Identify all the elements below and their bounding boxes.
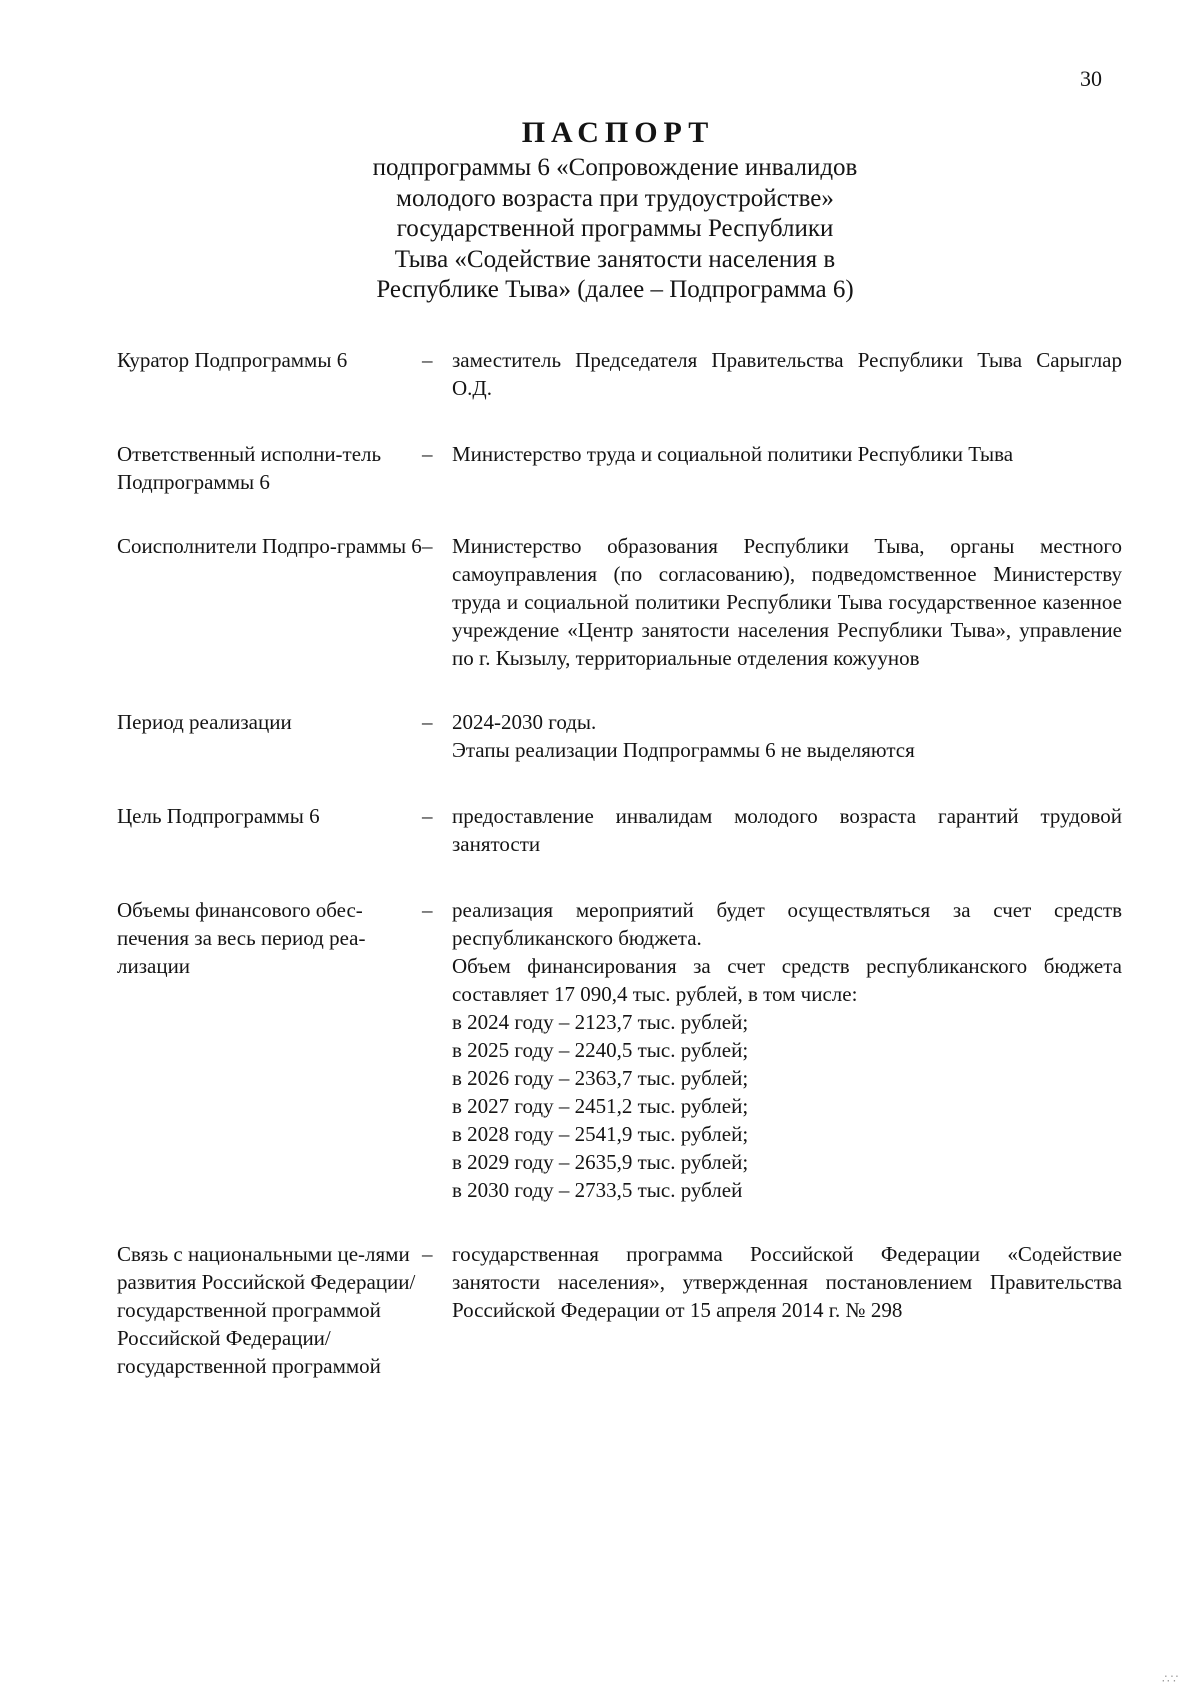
content-paragraph: реализация мероприятий будет осуществляться за счет средств республиканского бюджета. [452, 898, 1122, 950]
content-paragraph: Министерство образования Республики Тыва, органы местного самоуправления (по согласованию), подведомственное Министерству труда и социальной политики Республики Тыва государственное казенное учреждение «Центр занятости населения Республики Тыва», управление по г. Кызылу, территориальные отделения кожуунов [452, 534, 1122, 670]
financing-year-line: в 2030 году – 2733,5 тыс. рублей [452, 1178, 743, 1202]
row-dash: – [422, 442, 433, 466]
row-content [452, 896, 1122, 1204]
content-paragraph: Объем финансирования за счет средств республиканского бюджета составляет 17 090,4 тыс. рублей, в том числе: [452, 954, 1122, 1006]
subtitle-line: Тыва «Содействие занятости населения в [394, 245, 836, 273]
row-responsible-executor [117, 440, 1122, 496]
row-content [452, 708, 1122, 764]
row-implementation-period [117, 708, 1122, 764]
content-paragraph: заместитель Председателя Правительства Республики Тыва Сарыглар О.Д. [452, 348, 1122, 400]
row-dash: – [422, 898, 433, 922]
content-paragraph: Этапы реализации Подпрограммы 6 не выделяются [452, 738, 915, 762]
financing-year-line: в 2024 году – 2123,7 тыс. рублей; [452, 1010, 749, 1034]
content-paragraph: предоставление инвалидам молодого возраста гарантий трудовой занятости [452, 804, 1122, 856]
row-content [452, 1240, 1122, 1324]
content-paragraph: государственная программа Российской Федерации «Содействие занятости населения», утвержденная постановлением Правительства Российской Федерации от 15 апреля 2014 г. № 298 [452, 1242, 1122, 1322]
row-dash: – [422, 804, 433, 828]
row-curator [117, 346, 1122, 402]
row-label: Период реализации [117, 710, 292, 734]
subtitle-line: подпрограммы 6 «Сопровождение инвалидов [372, 154, 858, 181]
title-block [240, 116, 990, 306]
row-dash: – [422, 348, 433, 372]
document-title: ПАСПОРТ [521, 116, 715, 149]
row-content [452, 440, 1122, 468]
row-label: Объемы финансового обес-печения за весь период реа-лизации [117, 898, 366, 978]
financing-year-line: в 2029 году – 2635,9 тыс. рублей; [452, 1150, 749, 1174]
row-dash: – [422, 534, 433, 558]
row-content [452, 532, 1122, 672]
row-goal [117, 802, 1122, 858]
subtitle-line: государственной программы Республики [396, 215, 834, 242]
row-national-goals-link [117, 1240, 1122, 1380]
subtitle-line: Республике Тыва» (далее – Подпрограмма 6) [376, 276, 854, 303]
row-financing [117, 896, 1122, 1204]
row-content [452, 802, 1122, 858]
row-dash: – [422, 1242, 433, 1266]
financing-year-line: в 2025 году – 2240,5 тыс. рублей; [452, 1038, 749, 1062]
row-content [452, 346, 1122, 402]
content-paragraph: 2024-2030 годы. [452, 710, 597, 734]
row-dash: – [422, 710, 433, 734]
financing-year-line: в 2028 году – 2541,9 тыс. рублей; [452, 1122, 749, 1146]
row-co-executors [117, 532, 1122, 672]
passport-table [117, 346, 1122, 1380]
row-label: Соисполнители Подпро-граммы 6 [117, 534, 422, 558]
financing-year-line: в 2027 году – 2451,2 тыс. рублей; [452, 1094, 749, 1118]
row-label: Куратор Подпрограммы 6 [117, 348, 348, 372]
page-number: 30 [1080, 66, 1102, 91]
document-subtitle [240, 153, 990, 306]
content-paragraph: Министерство труда и социальной политики Республики Тыва [452, 442, 1014, 466]
row-label: Ответственный исполни-тель Подпрограммы 6 [117, 442, 382, 494]
row-label: Цель Подпрограммы 6 [117, 804, 320, 828]
row-label: Связь с национальными це-лями развития Российской Федерации/государственной программой Российской Федерации/государственной программой [117, 1242, 416, 1378]
subtitle-line: молодого возраста при трудоустройстве» [396, 184, 834, 212]
financing-year-line: в 2026 году – 2363,7 тыс. рублей; [452, 1066, 749, 1090]
scan-mark: ∴∵ [1162, 1672, 1180, 1686]
